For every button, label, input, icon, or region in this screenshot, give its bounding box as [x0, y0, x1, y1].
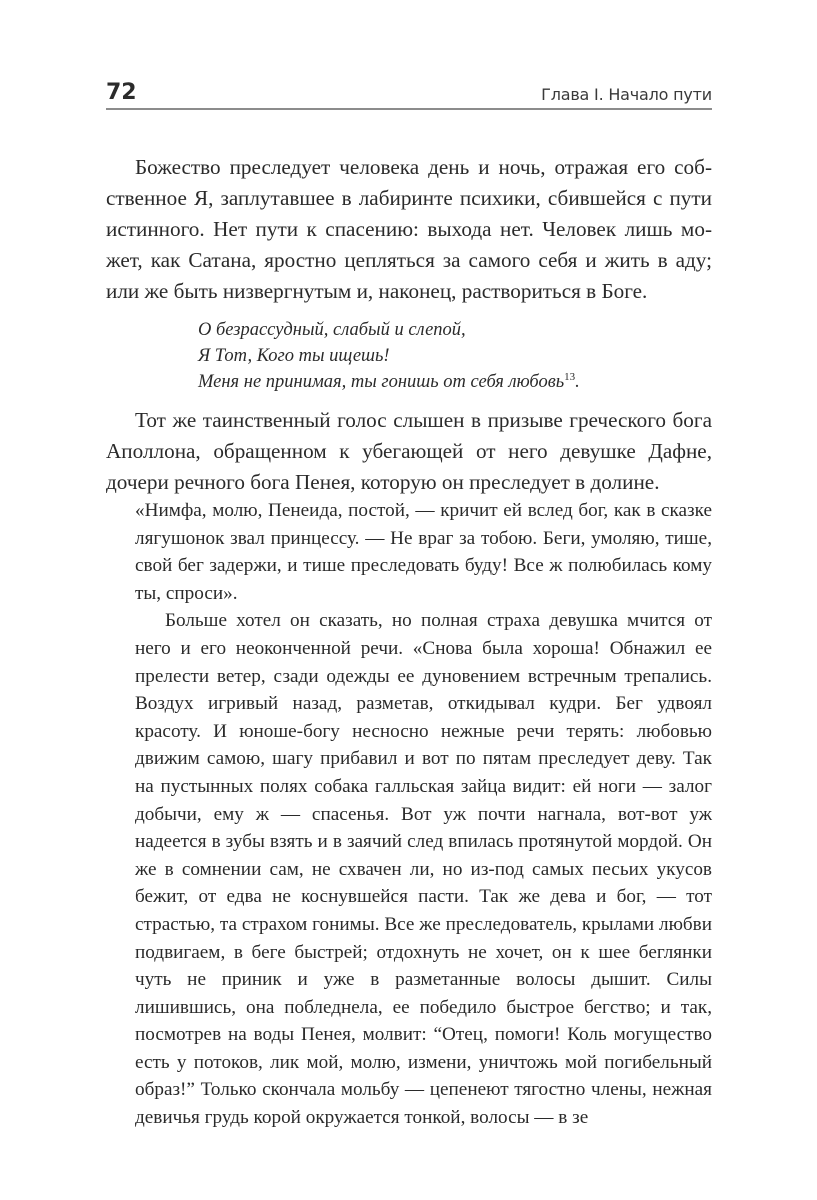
- verse-line-text: Меня не принимая, ты гонишь от себя любовь: [198, 372, 565, 392]
- verse-quote: [198, 317, 712, 395]
- body-paragraph: Тот же таинственный голос слышен в призыве греческого бога Аполлона, обращенном к убегающей от него девушке Дафне, дочери речного бога Пенея, которую он преследует в долине.: [106, 408, 712, 494]
- verse-line-punctuation: .: [575, 372, 580, 392]
- body-paragraph: Божество преследует человека день и ночь, отражая его собственное Я, заплутавшее в лабиринте психики, сбившейся с пути истинного. Нет пути к спасению: выхода нет. Человек лишь может, как Сатана, яростно цепляться за самого себя и жить в аду; или же быть низвергнутым и, наконец, раствориться в Боге.: [106, 155, 712, 303]
- verse-line: [198, 369, 712, 395]
- quote-paragraph: «Нимфа, молю, Пенеида, постой, — кричит ей вслед бог, как в сказке лягушонок звал принцессу. — Не враг за тобою. Беги, умоляю, тише, свой бег задержи, и тише преследовать буду! Все ж полюбилась кому ты, спроси».: [135, 500, 712, 604]
- running-head: [106, 80, 712, 110]
- block-quote: [135, 497, 712, 1132]
- main-text: [106, 152, 712, 498]
- verse-line: О безрассудный, слабый и слепой,: [198, 320, 466, 340]
- quote-paragraph: Больше хотел он сказать, но полная страха девушка мчится от него и его неоконченной речи. «Снова была хороша! Обнажил ее прелести ветер, сзади одежды ее дуновением встречным трепались. Воздух игривый назад, разметав, откидывал кудри. Бег удвоял красоту. И юноше-богу несносно нежные речи терять: любовью движим самою, шагу прибавил и вот по пятам преследует деву. Так на пустынных полях собака галльская зайца видит: ей ноги — залог добычи, ему ж — спасенья. Вот уж почти нагнала, вот-вот уж надеется в зубы взять и в заячий след впилась протянутой мордой. Он же в сомнении сам, не схвачен ли, но из-под самых песьих укусов бежит, от едва не коснувшейся пасти. Так же дева и бог, — тот страстью, та страхом гонимы. Все же преследователь, крылами любви подвигаем, в беге быстрей; отдохнуть не хочет, он к шее беглянки чуть не приник и уже в разметанные волосы дышит. Силы лишившись, она побледнела, ее победило быстрое бегство; и так, посмотрев на воды Пенея, молвит: “Отец, помоги! Коль могущество есть у потоков, лик мой, молю, измени, уничтожь мой погибельный образ!” Только скончала мольбу — цепенеют тягостно члены, нежная девичья грудь корой окружается тонкой, волосы — в зе: [135, 610, 712, 1129]
- footnote-reference[interactable]: 13: [564, 371, 576, 383]
- chapter-title: Глава I. Начало пути: [541, 85, 712, 104]
- verse-line: Я Тот, Кого ты ищешь!: [198, 346, 390, 366]
- page-number: 72: [106, 80, 137, 105]
